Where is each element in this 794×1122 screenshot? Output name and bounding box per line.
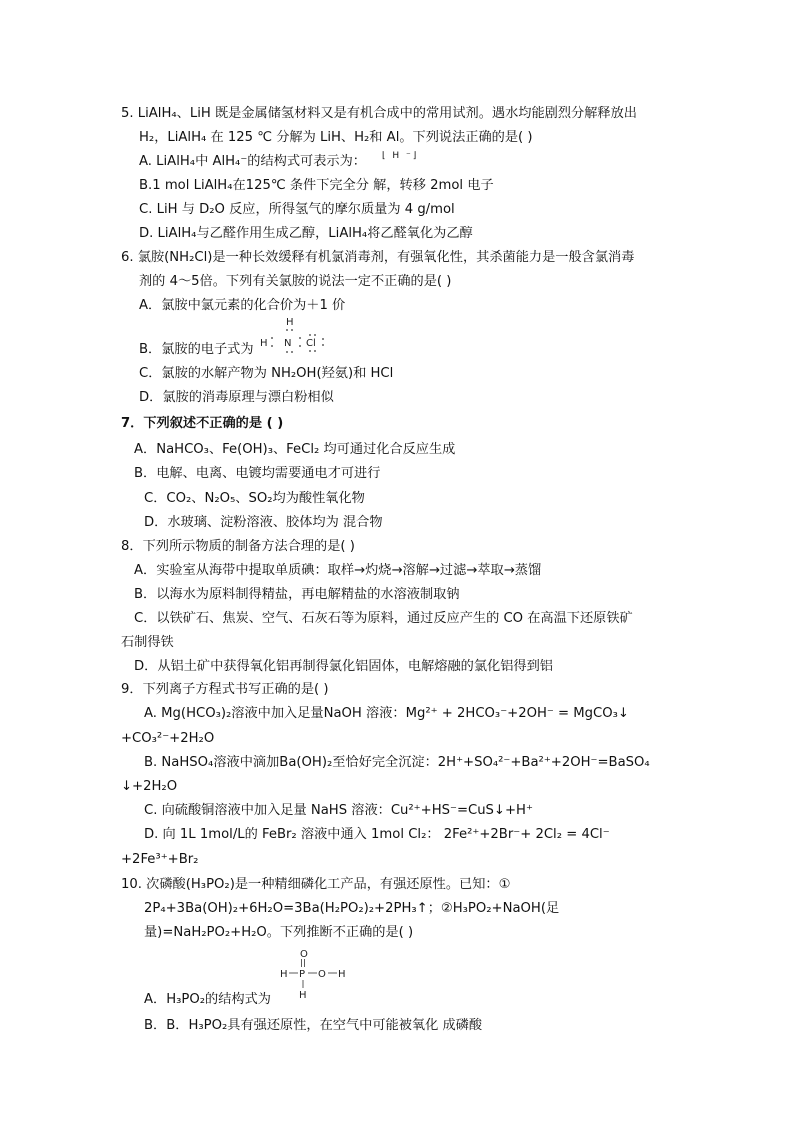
electron-formula-h-left: H [260, 338, 268, 349]
structure-h-right: H [338, 969, 346, 980]
q6-option-d: D．氯胺的消毒原理与漂白粉相似 [139, 390, 334, 405]
electron-formula-cl: Cl [306, 338, 316, 349]
q9-option-b-line2: ↓+2H₂O [121, 779, 178, 794]
electron-formula-n: N [284, 338, 292, 349]
q7-option-c: C．CO₂、N₂O₅、SO₂均为酸性氧化物 [144, 491, 365, 506]
q9-option-d-line1: D. 向 1L 1mol/L的 FeBr₂ 溶液中通入 1mol Cl₂： 2Fe²⁺+2Br⁻+ 2Cl₂ = 4Cl⁻ [144, 827, 610, 842]
hypophosphorous-acid-structure [278, 946, 356, 1002]
q6-stem-line2: 剂的 4～5倍。下列有关氯胺的说法一定不正确的是( ) [139, 274, 452, 289]
q8-option-a: A．实验室从海带中提取单质碘：取样→灼烧→溶解→过滤→萃取→蒸馏 [134, 563, 542, 578]
structure-h-left: H [280, 969, 288, 980]
q9-option-c: C. 向硫酸铜溶液中加入足量 NaHS 溶液：Cu²⁺+HS⁻=CuS↓+H⁺ [144, 803, 533, 818]
q6-option-a: A．氯胺中氯元素的化合价为＋1 价 [139, 298, 346, 313]
q5-stem-line2: H₂，LiAlH₄ 在 125 ℃ 分解为 LiH、H₂和 Al。下列说法正确的是( ) [139, 130, 533, 145]
electron-formula-h-top: H [286, 317, 294, 328]
q7-option-b: B．电解、电离、电镀均需要通电才可进行 [134, 466, 381, 481]
q9-option-a-line2: +CO₃²⁻+2H₂O [121, 731, 215, 746]
chloramine-electron-formula [258, 314, 330, 360]
q6-option-b: B．氯胺的电子式为 [139, 342, 254, 357]
q8-option-c-line1: C．以铁矿石、焦炭、空气、石灰石等为原料，通过反应产生的 CO 在高温下还原铁矿 [134, 611, 633, 626]
q10-stem-line1: 10. 次磷酸(H₃PO₂)是一种精细磷化工产品，有强还原性。已知：① [121, 877, 511, 892]
q8-option-d: D．从铝土矿中获得氧化铝再制得氯化铝固体，电解熔融的氯化铝得到铝 [134, 659, 553, 674]
q10-option-a: A．H₃PO₂的结构式为 [144, 992, 271, 1007]
q9-option-d-line2: +2Fe³⁺+Br₂ [121, 852, 199, 867]
q5-option-d: D. LiAlH₄与乙醛作用生成乙醇，LiAlH₄将乙醛氧化为乙醇 [139, 226, 473, 241]
q7-option-d: D．水玻璃、淀粉溶液、胶体均为 混合物 [144, 515, 383, 530]
q9-option-a-line1: A. Mg(HCO₃)₂溶液中加入足量NaOH 溶液：Mg²⁺ + 2HCO₃⁻+2OH⁻ = MgCO₃↓ [144, 706, 629, 721]
q6-stem-line1: 6. 氯胺(NH₂Cl)是一种长效缓释有机氯消毒剂，有强氧化性，其杀菌能力是一般含氯消毒 [121, 250, 635, 265]
q7-option-a: A．NaHCO₃、Fe(OH)₃、FeCl₂ 均可通过化合反应生成 [134, 442, 456, 457]
q10-stem-line2: 2P₄+3Ba(OH)₂+6H₂O=3Ba(H₂PO₂)₂+2PH₃↑；②H₃PO₂+NaOH(足 [144, 901, 560, 916]
q8-option-c-line2: 石制得铁 [121, 635, 174, 650]
structure-o-right: O [318, 969, 326, 980]
q10-option-b: B．B．H₃PO₂具有强还原性，在空气中可能被氧化 成磷酸 [144, 1018, 483, 1033]
structure-p: P [299, 969, 306, 980]
q5-option-c: C. LiH 与 D₂O 反应，所得氢气的摩尔质量为 4 g/mol [139, 202, 455, 217]
q7-stem: 7．下列叙述不正确的是 ( ) [121, 416, 284, 431]
q9-option-b-line1: B. NaHSO₄溶液中滴加Ba(OH)₂至恰好完全沉淀：2H⁺+SO₄²⁻+Ba²⁺+2OH⁻=BaSO₄ [144, 755, 650, 770]
structure-o-top: O [300, 949, 308, 960]
q5-stem-line1: 5. LiAlH₄、LiH 既是金属储氢材料又是有机合成中的常用试剂。遇水均能剧烈分解释放出 [121, 106, 637, 121]
q10-stem-line3: 量)=NaH₂PO₂+H₂O。下列推断不正确的是( ) [144, 925, 414, 940]
q5-option-a: A. LiAlH₄中 AlH₄⁻的结构式可表示为： [139, 154, 366, 169]
q8-stem: 8．下列所示物质的制备方法合理的是( ) [121, 539, 355, 554]
electron-dots [271, 329, 324, 353]
q5-option-b: B.1 mol LiAlH₄在125℃ 条件下完全分 解，转移 2mol 电子 [139, 178, 494, 193]
q9-stem: 9．下列离子方程式书写正确的是( ) [121, 682, 329, 697]
q5-a-structure-fragment: ⌊ H ⁻⌋ [382, 151, 419, 161]
q6-option-c: C．氯胺的水解产物为 NH₂OH(羟氨)和 HCl [139, 366, 394, 381]
structure-h-bottom: H [299, 990, 307, 1001]
q8-option-b: B．以海水为原料制得精盐，再电解精盐的水溶液制取钠 [134, 587, 460, 602]
